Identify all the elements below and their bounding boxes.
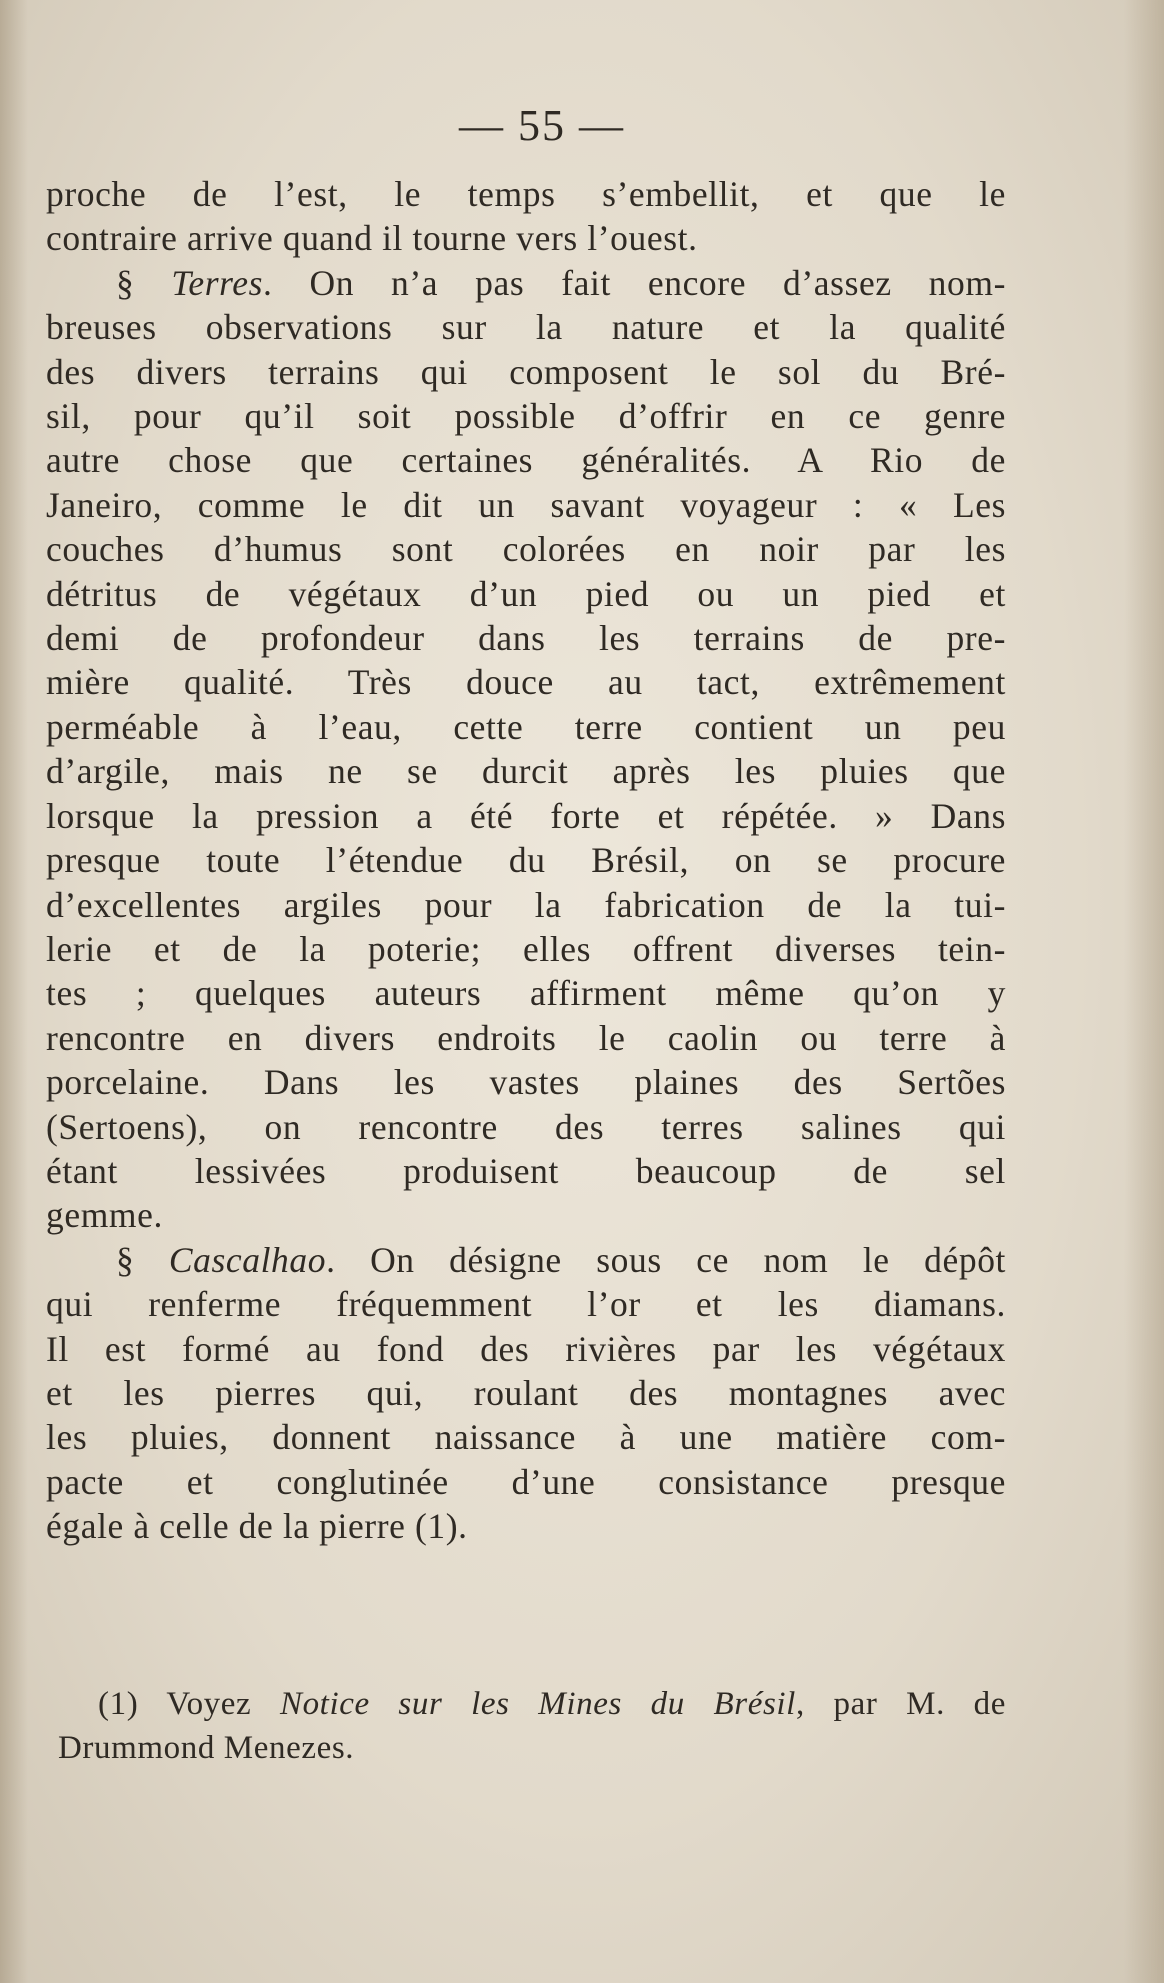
- section-label: Terres: [171, 262, 264, 303]
- text-line: presque toute l’étendue du Brésil, on se procure: [46, 840, 1006, 881]
- text-line: mière qualité. Très douce au tact, extrêmement: [46, 662, 1006, 703]
- footnote-line: [58, 1682, 1006, 1726]
- text-line: et les pierres qui, roulant des montagnes avec: [46, 1372, 1006, 1413]
- text-line: étant lessivées produisent beaucoup de sel: [46, 1150, 1006, 1191]
- text-line: Janeiro, comme le dit un savant voyageur : « Les: [46, 484, 1006, 525]
- text-line: § Terres. On n’a pas fait encore d’assez nom-: [116, 262, 1006, 303]
- text-line: § Cascalhao. On désigne sous ce nom le dépôt: [116, 1239, 1007, 1280]
- text-line: (Sertoens), on rencontre des terres salines qui: [46, 1106, 1006, 1147]
- text-line: perméable à l’eau, cette terre contient un peu: [46, 706, 1006, 747]
- text-line: les pluies, donnent naissance à une matière com-: [46, 1417, 1006, 1458]
- text-line: lerie et de la poterie; elles offrent diverses tein-: [46, 928, 1006, 969]
- text-line: porcelaine. Dans les vastes plaines des Sertões: [46, 1062, 1006, 1103]
- text-line: d’excellentes argiles pour la fabrication de la tui-: [46, 884, 1006, 925]
- text-line: breuses observations sur la nature et la qualité: [46, 307, 1006, 348]
- text-line: tes ; quelques auteurs affirment même qu’on y: [46, 973, 1006, 1014]
- footnote-line: Drummond Menezes.: [58, 1730, 355, 1766]
- footnote-prefix: (1) Voyez: [98, 1686, 280, 1722]
- text-line: Il est formé au fond des rivières par les végétaux: [46, 1328, 1006, 1369]
- text-line: d’argile, mais ne se durcit après les pluies que: [46, 751, 1006, 792]
- text-line: sil, pour qu’il soit possible d’offrir en ce genre: [46, 396, 1006, 437]
- footnote-suffix: , par M. de: [795, 1686, 1006, 1722]
- text-line: des divers terrains qui composent le sol du Bré-: [46, 351, 1006, 392]
- text-line: autre chose que certaines généralités. A Rio de: [46, 440, 1006, 481]
- page-number: — 55 —: [459, 101, 625, 150]
- body-text: [46, 172, 1006, 1549]
- footnote: [58, 1682, 1006, 1770]
- text-line: pacte et conglutinée d’une consistance presque: [46, 1461, 1006, 1502]
- text-line: gemme.: [46, 1195, 163, 1236]
- footnote-title: Notice sur les Mines du Brésil: [279, 1686, 796, 1722]
- text-line: couches d’humus sont colorées en noir par les: [46, 529, 1006, 570]
- text-line: contraire arrive quand il tourne vers l’ouest.: [46, 218, 698, 259]
- text-line: rencontre en divers endroits le caolin ou terre à: [46, 1017, 1006, 1058]
- section-label: Cascalhao: [168, 1239, 327, 1280]
- text-line: lorsque la pression a été forte et répétée. » Dans: [46, 795, 1006, 836]
- text-line: proche de l’est, le temps s’embellit, et que le: [46, 174, 1006, 214]
- text-line: demi de profondeur dans les terrains de pre-: [46, 618, 1006, 659]
- text-line: détritus de végétaux d’un pied ou un pied et: [46, 573, 1006, 614]
- text-line: égale à celle de la pierre (1).: [46, 1506, 468, 1547]
- text-line: qui renferme fréquemment l’or et les diamans.: [46, 1284, 1006, 1325]
